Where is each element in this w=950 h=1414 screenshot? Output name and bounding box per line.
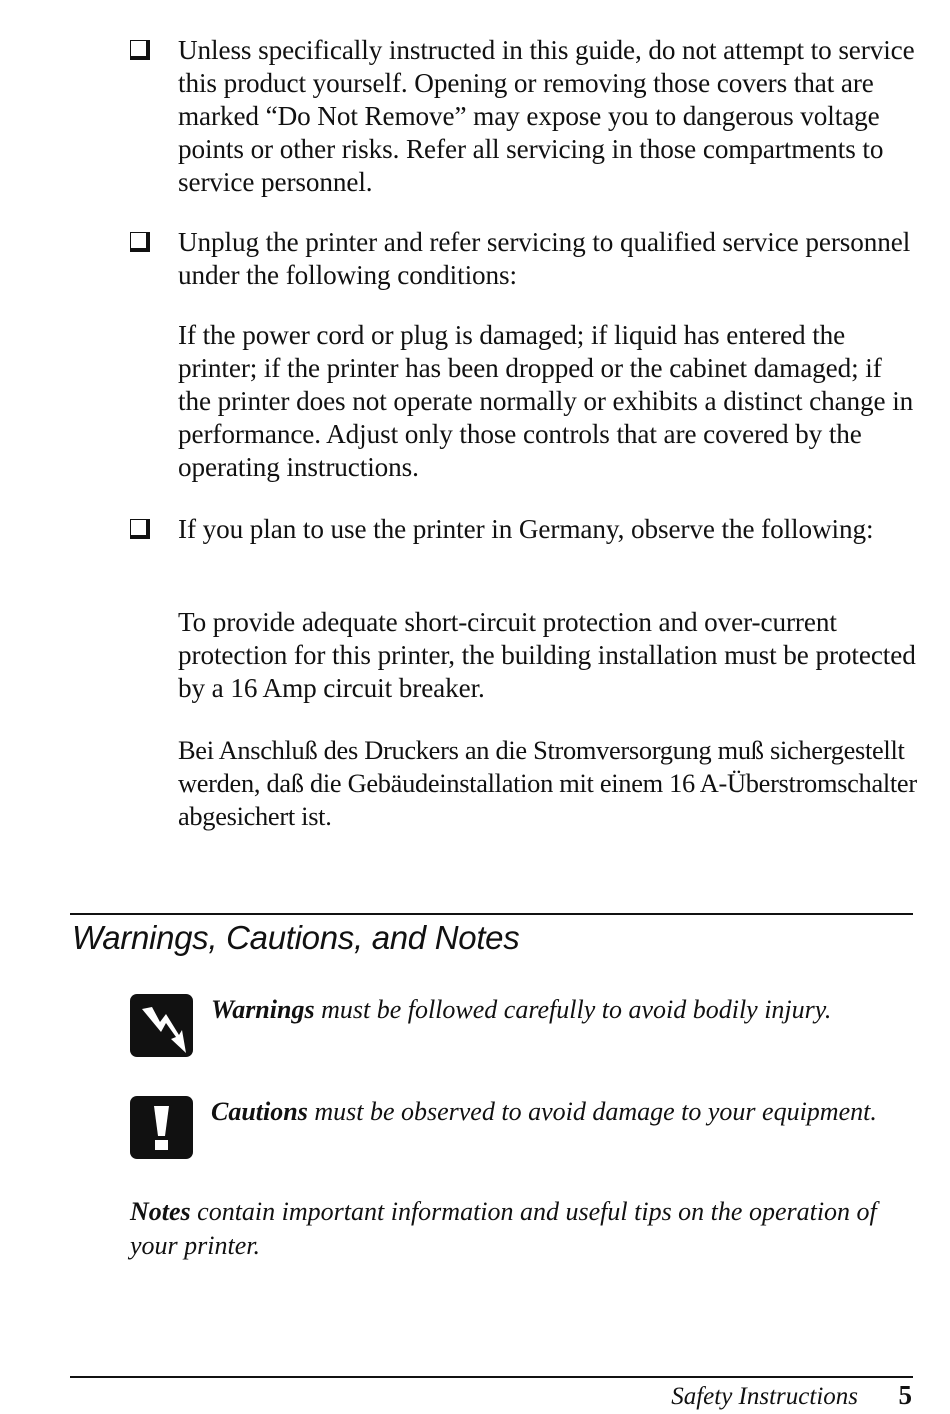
lightning-icon [130,994,193,1057]
warnings-text: must be followed carefully to avoid bodily injury. [314,995,832,1024]
section-title: Warnings, Cautions, and Notes [72,919,520,956]
checkbox-bullet-icon [130,519,150,539]
checkbox-bullet-icon [130,40,150,60]
bullet-text-germany: If you plan to use the printer in Germany, observe the following: [178,514,874,544]
notes-label: Notes [130,1197,191,1226]
checkbox-bullet-icon [130,232,150,252]
bullet-text-service: Unless specifically instructed in this guide, do not attempt to service this product yourself. Opening or removing those covers that are marked “Do Not Remove” may expose you to dangerous voltage points or other risks. Refer all servicing in those compartments to service personnel. [178,35,915,197]
warnings-line [211,993,831,1027]
bullet-followup-protection: To provide adequate short-circuit protection and over-current protection for this printer, the building installation must be protected by a 16 Amp circuit breaker. [178,607,916,703]
notes-text: contain important information and useful tips on the operation of your printer. [130,1197,877,1260]
cautions-line [211,1095,877,1129]
exclamation-icon [130,1096,193,1159]
warnings-label: Warnings [211,995,315,1024]
cautions-label: Cautions [211,1097,308,1126]
footer-divider [70,1376,913,1378]
bullet-text-unplug: Unplug the printer and refer servicing to qualified service personnel under the following conditions: [178,227,911,290]
bullet-followup-conditions: If the power cord or plug is damaged; if liquid has entered the printer; if the printer has been dropped or the cabinet damaged; if the printer does not operate normally or exhibits a distinct change in performance. Adjust only those controls that are covered by the operating instructions. [178,320,914,482]
page-number: 5 [898,1380,912,1410]
bullet-followup-german: Bei Anschluß des Druckers an die Stromversorgung muß sichergestellt werden, daß die Gebäudeinstallation mit einem 16 A-Überstromschalter abgesichert ist. [178,735,917,831]
section-divider [70,913,913,915]
notes-paragraph [130,1195,920,1263]
footer-section-title: Safety Instructions [671,1383,858,1410]
cautions-text: must be observed to avoid damage to your equipment. [307,1097,877,1126]
